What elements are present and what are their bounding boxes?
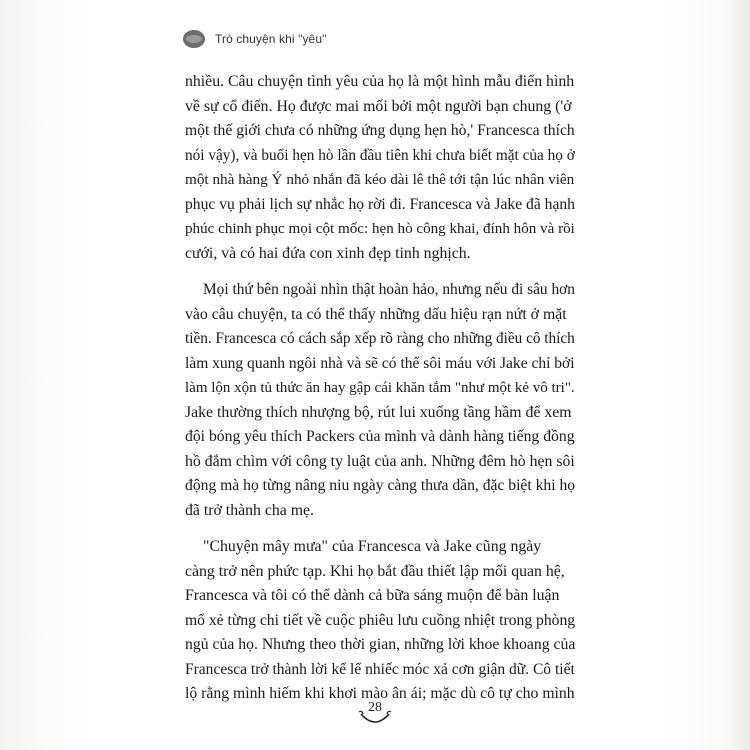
text-line: Francesca trở thành lời kể lể nhiếc móc xả cơn giận dữ. Cô tiết — [185, 660, 575, 678]
text-line: đội bóng yêu thích Packers của mình và dành hàng tiếng đồng — [185, 428, 575, 445]
text-line: tiền. Francesca có cách sắp xếp rõ ràng cho những điều cô thích — [185, 330, 575, 347]
text-line: một thế giới chưa có những ứng dụng hẹn hò,' Francesca thích — [185, 122, 575, 139]
text-line: Francesca và tôi có thể dành cả bữa sáng muộn để bàn luận — [185, 587, 560, 604]
text-line: làm lộn xộn tủ thức ăn hay gập cái khăn tắm "như một kẻ vô tri". — [185, 380, 575, 396]
text-line: nhiều. Câu chuyện tình yêu của họ là một hình mẫu điển hình — [185, 73, 575, 90]
text-line: Mọi thứ bên ngoài nhìn thật hoàn hảo, nhưng nếu đi sâu hơn — [203, 281, 575, 298]
text-line: về sự cổ điển. Họ được mai mối bởi một người bạn chung ('ở — [185, 97, 572, 115]
text-line: ngủ của họ. Nhưng theo thời gian, những lời khoe khoang của — [185, 636, 576, 653]
text-line: càng trở nên phức tạp. Khi họ bắt đầu thiết lập mối quan hệ, — [185, 562, 565, 580]
page-edge-shadow — [728, 0, 750, 750]
text-line: "Chuyện mây mưa" của Francesca và Jake cũng ngày — [203, 538, 542, 555]
paragraph — [185, 278, 575, 523]
text-line: phúc chinh phục mọi cột mốc: hẹn hò công khai, đính hôn và rồi — [185, 221, 575, 237]
text-line: phục vụ phải lịch sự nhắc họ rời đi. Francesca và Jake đã hạnh — [185, 195, 575, 213]
text-line: đã trở thành cha mẹ. — [185, 501, 314, 519]
running-header-title: Trò chuyện khi "yêu" — [215, 32, 327, 46]
text-line: hồ đắm chìm với công ty luật của anh. Những đêm hò hẹn sôi — [185, 452, 575, 470]
page-footer — [0, 700, 750, 730]
text-line: vào câu chuyện, ta có thể thấy những dấu hiệu rạn nứt ở mặt — [185, 305, 567, 323]
text-line: nói vậy), và buổi hẹn hò lần đầu tiên khi chưa biết mặt của họ ở — [185, 146, 575, 164]
smile-ornament-icon — [357, 708, 393, 728]
text-line: Jake thường thích nhượng bộ, rút lui xuống tầng hầm để xem — [185, 403, 572, 421]
paragraph — [185, 535, 575, 707]
paragraph — [185, 70, 575, 266]
page-body — [185, 70, 575, 707]
page-number-block — [345, 700, 405, 730]
text-line: cưới, và có hai đứa con xinh đẹp tinh nghịch. — [185, 244, 471, 262]
running-header — [183, 28, 326, 50]
text-line: mổ xẻ từng chi tiết về cuộc phiêu lưu cuồng nhiệt trong phòng — [185, 611, 576, 629]
text-line: một nhà hàng Ý nhỏ nhắn đã kéo dài lê thê tới tận lúc nhân viên — [185, 171, 575, 188]
text-line: động mà họ từng nâng niu ngày càng thưa dần, đặc biệt khi họ — [185, 477, 576, 494]
text-line: lộ rằng mình hiếm khi khơi mào ân ái; mặc dù cô tự cho mình — [185, 685, 575, 702]
text-line: làm xung quanh ngôi nhà và sẽ có thể sôi máu với Jake chỉ bởi — [185, 354, 575, 372]
speech-bubble-icon — [183, 30, 205, 48]
page-number: 28 — [368, 700, 382, 715]
